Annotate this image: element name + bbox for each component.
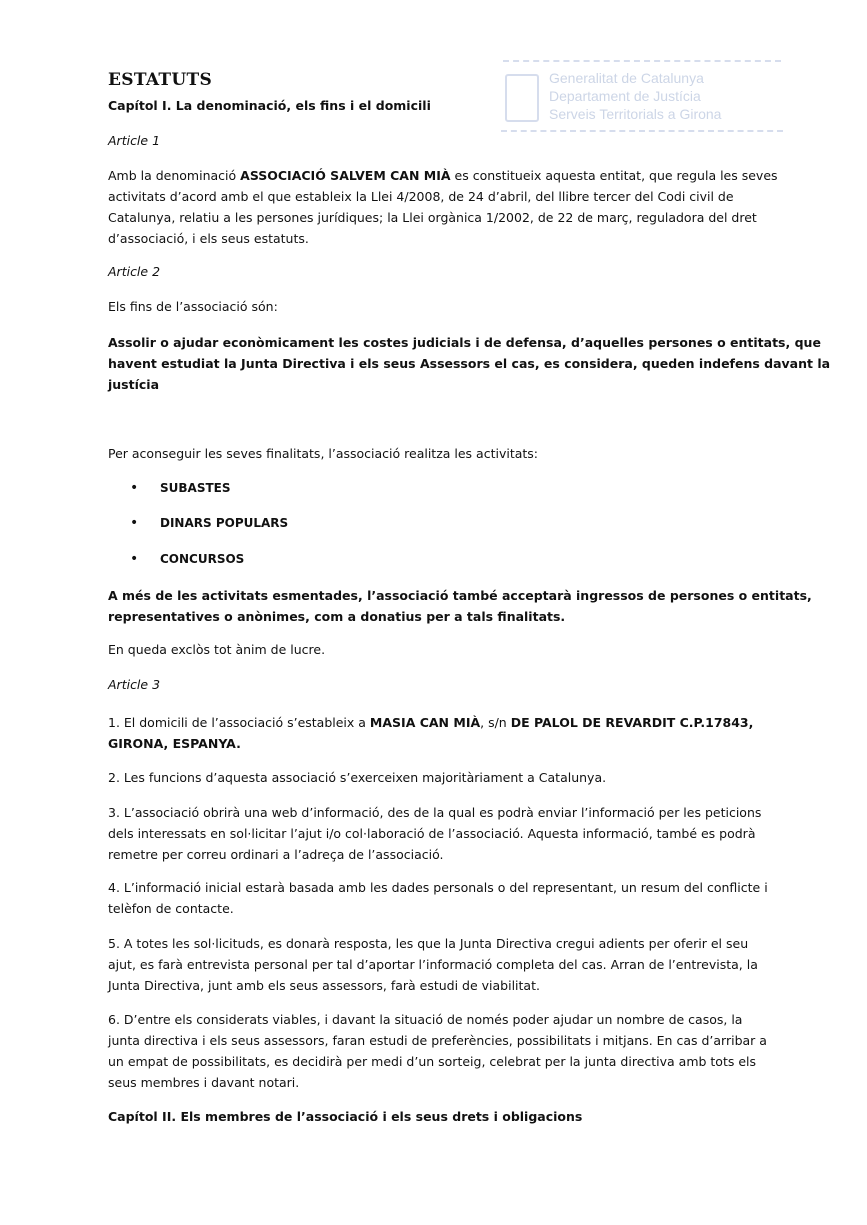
official-stamp — [497, 56, 783, 134]
domicile-address: DE PALOL DE REVARDIT C.P.17843, — [510, 715, 754, 730]
domicile-name: MASIA CAN MIÀ — [369, 715, 481, 730]
bullet-icon: • — [130, 551, 139, 567]
article-3-p1-line-1 — [108, 712, 753, 733]
article-1-text: es constitueix aquesta entitat, que regula les seves — [450, 168, 778, 183]
stamp-border-top — [503, 60, 781, 62]
donatius-line-1: A més de les activitats esmentades, l’associació també acceptarà ingressos de persones o entitats, — [108, 588, 812, 603]
article-3-p4-line: 4. L’informació inicial estarà basada amb les dades personals o del representant, un resum del conflicte i — [108, 880, 768, 895]
fins-line-3: justícia — [108, 377, 160, 392]
stamp-border-bottom — [501, 130, 783, 132]
article-1-line-4: d’associació, i els seus estatuts. — [108, 231, 309, 246]
association-name: ASSOCIACIÓ SALVEM CAN MIÀ — [240, 168, 451, 183]
article-1-line-2: activitats d’acord amb el que estableix la Llei 4/2008, de 24 d’abril, del llibre tercer del Codi civil de — [108, 189, 734, 204]
article-3-heading: Article 3 — [108, 677, 161, 692]
donatius-line-2: representatives o anònimes, com a donatius per a tals finalitats. — [108, 609, 566, 624]
stamp-line-3: Serveis Territorials a Girona — [549, 106, 722, 122]
article-3-p5-line: 5. A totes les sol·licituds, es donarà resposta, les que la Junta Directiva cregui adients per oferir el seu — [108, 936, 749, 951]
activitats-intro: Per aconseguir les seves finalitats, l’associació realitza les activitats: — [108, 446, 539, 461]
article-3-text: 1. El domicili de l’associació s’estableix a — [108, 715, 370, 730]
article-3-p4-line: telèfon de contacte. — [108, 901, 234, 916]
article-3-p6-line: junta directiva i els seus assessors, faran estudi de preferències, possibilitats i mitjans. En cas d’arribar a — [108, 1033, 767, 1048]
document-title: ESTATUTS — [108, 70, 213, 90]
article-3-p5-line: Junta Directiva, junt amb els seus assessors, farà estudi de viabilitat. — [108, 978, 540, 993]
bullet-icon: • — [130, 480, 139, 496]
article-3-p2: 2. Les funcions d’aquesta associació s’exerceixen majoritàriament a Catalunya. — [108, 770, 607, 785]
chapter-1-heading: Capítol I. La denominació, els fins i el domicili — [108, 98, 431, 113]
article-3-p5-line: ajut, es farà entrevista personal per tal d’aportar l’informació completa del cas. Arran de l’entrevista, la — [108, 957, 758, 972]
article-1-heading: Article 1 — [108, 133, 161, 148]
article-1-line-3: Catalunya, relatiu a les persones jurídiques; la Llei orgànica 1/2002, de 22 de març, reguladora del dret — [108, 210, 757, 225]
activitat-item: SUBASTES — [160, 481, 231, 495]
lucre-text: En queda exclòs tot ànim de lucre. — [108, 642, 326, 657]
article-2-heading: Article 2 — [108, 264, 161, 279]
stamp-line-1: Generalitat de Catalunya — [549, 70, 704, 86]
article-3-p6-line: un empat de possibilitats, es decidirà per medi d’un sorteig, celebrat per la junta directiva amb tots els — [108, 1054, 757, 1069]
chapter-2-heading: Capítol II. Els membres de l’associació i els seus drets i obligacions — [108, 1109, 583, 1124]
article-3-p3-line: 3. L’associació obrirà una web d’informació, des de la qual es podrà enviar l’informació per les peticions — [108, 805, 762, 820]
fins-line-2: havent estudiat la Junta Directiva i els seus Assessors el cas, es considera, queden indefens davant la — [108, 356, 831, 371]
article-3-p3-line: remetre per correu ordinari a l’adreça de l’associació. — [108, 847, 444, 862]
activitat-item: CONCURSOS — [160, 552, 245, 566]
bullet-icon: • — [130, 515, 139, 531]
article-3-p3-line: dels interessats en sol·licitar l’ajut i/o col·laboració de l’associació. Aquesta informació, també es podrà — [108, 826, 756, 841]
article-3-p1-line-2: GIRONA, ESPANYA. — [108, 736, 241, 751]
activitat-item: DINARS POPULARS — [160, 516, 289, 530]
article-3-p6-line: 6. D’entre els considerats viables, i davant la situació de només poder ajudar un nombre de casos, la — [108, 1012, 743, 1027]
article-1-line-1 — [108, 165, 778, 186]
article-2-intro: Els fins de l’associació són: — [108, 299, 278, 314]
article-1-text: Amb la denominació — [108, 168, 241, 183]
stamp-emblem-icon — [505, 74, 539, 122]
stamp-line-2: Departament de Justícia — [549, 88, 701, 104]
article-3-p6-line: seus membres i davant notari. — [108, 1075, 300, 1090]
article-3-text: , s/n — [480, 715, 511, 730]
fins-line-1: Assolir o ajudar econòmicament les costes judicials i de defensa, d’aquelles persones o entitats, que — [108, 335, 821, 350]
